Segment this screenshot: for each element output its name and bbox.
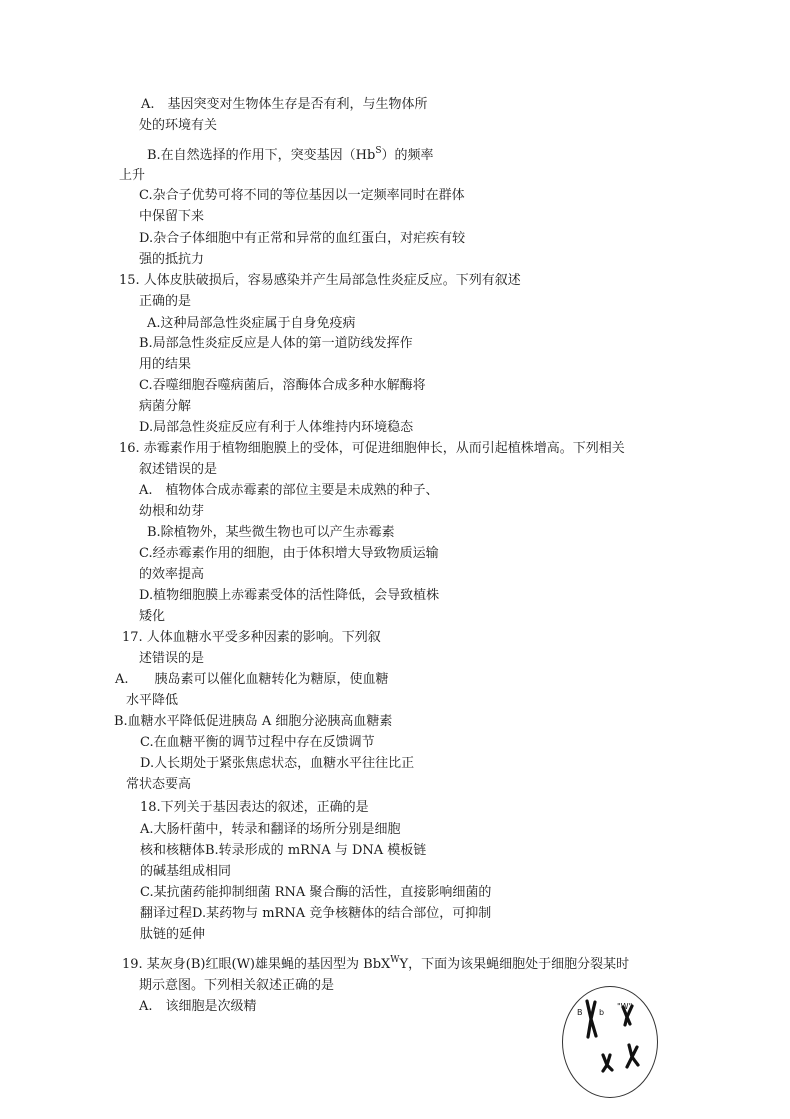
q18-stem: 18.下列关于基因表达的叙述，正确的是 [140, 800, 369, 815]
q15-option-d: D.局部急性炎症反应有利于人体维持内环境稳态 [139, 420, 414, 435]
q19-stem [122, 954, 630, 973]
q14-option-b [147, 145, 434, 164]
q16-option-d: D.植物细胞膜上赤霉素受体的活性降低，会导致植株 [139, 588, 440, 603]
q17-option-a: A. 胰岛素可以催化血糖转化为糖原，使血糖 [115, 672, 389, 687]
q19-stem-text: 19. 某灰身(B)红眼(W)雄果蝇的基因型为 BbX [122, 957, 391, 972]
q18-option-a: A.大肠杆菌中，转录和翻译的场所分别是细胞 [140, 822, 401, 837]
chromosome-drawing [563, 987, 657, 1097]
chromosome-bottom-right-arm2 [632, 1047, 638, 1065]
q16-option-c: C.经赤霉素作用的细胞，由于体积增大导致物质运输 [139, 546, 439, 561]
q17-option-c: C.在血糖平衡的调节过程中存在反馈调节 [140, 735, 375, 750]
q17-stem-cont: 述错误的是 [139, 651, 205, 666]
q18-option-b-cont: 的碱基组成相同 [140, 864, 232, 879]
q14-option-d-cont: 强的抵抗力 [139, 252, 205, 267]
allele-label-w: "W" [617, 1002, 633, 1011]
q17-option-a-cont: 水平降低 [126, 693, 179, 708]
allele-label-b-upper: B [577, 1008, 583, 1017]
q15-option-b: B.局部急性炎症反应是人体的第一道防线发挥作 [139, 336, 413, 351]
q14-option-c: C.杂合子优势可将不同的等位基因以一定频率同时在群体 [139, 188, 465, 203]
q16-option-c-cont: 的效率提高 [139, 567, 205, 582]
q18-option-c: C.某抗菌药能抑制细菌 RNA 聚合酶的活性，直接影响细菌的 [140, 885, 492, 900]
q16-option-a: A. 植物体合成赤霉素的部位主要是未成熟的种子、 [139, 483, 439, 498]
q16-option-d-cont: 矮化 [139, 609, 166, 624]
allele-label-b-lower: b [599, 1008, 605, 1017]
q14-option-b-cont: 上升 [119, 168, 146, 183]
q15-option-c-cont: 病菌分解 [139, 399, 192, 414]
q17-option-d: D.人长期处于紧张焦虑状态，血糖水平往往比正 [140, 756, 415, 771]
q14-option-b-text2: ）的频率 [381, 148, 434, 163]
q18-option-a-b: 核和核糖体B.转录形成的 mRNA 与 DNA 模板链 [140, 843, 427, 858]
q16-option-a-cont: 幼根和幼芽 [139, 504, 205, 519]
q16-stem: 16. 赤霉素作用于植物细胞膜上的受体，可促进细胞伸长，从而引起植株增高。下列相关 [119, 441, 625, 456]
q15-stem: 15. 人体皮肤破损后，容易感染并产生局部急性炎症反应。下列有叙述 [119, 273, 521, 288]
q15-option-c: C.吞噬细胞吞噬病菌后，溶酶体合成多种水解酶将 [139, 378, 426, 393]
q15-option-a: A.这种局部急性炎症属于自身免疫病 [147, 316, 356, 331]
hb-superscript: S [375, 145, 382, 156]
q14-option-a: A. 基因突变对生物体生存是否有利，与生物体所 [141, 97, 428, 112]
q18-option-d-cont: 肽链的延伸 [140, 927, 206, 942]
q16-option-b: B.除植物外，某些微生物也可以产生赤霉素 [147, 525, 395, 540]
q16-stem-cont: 叙述错误的是 [139, 462, 218, 477]
q19-option-a: A. 该细胞是次级精 [139, 999, 257, 1014]
xw-superscript: W [390, 954, 400, 965]
q14-option-a-cont: 处的环境有关 [139, 118, 218, 133]
q14-option-b-text: B.在自然选择的作用下，突变基因（Hb [147, 148, 376, 163]
q14-option-d: D.杂合子体细胞中有正常和异常的血红蛋白，对疟疾有较 [139, 231, 466, 246]
q14-option-c-cont: 中保留下来 [139, 209, 205, 224]
q17-option-d-cont: 常状态要高 [126, 777, 192, 792]
chromosome-bottom-left-arm2 [607, 1055, 612, 1070]
q18-option-c-d: 翻译过程D.某药物与 mRNA 竞争核糖体的结合部位，可抑制 [140, 906, 492, 921]
cell-division-diagram [562, 986, 658, 1098]
q15-stem-cont: 正确的是 [139, 294, 192, 309]
chromosome-left-arm2 [591, 1002, 596, 1036]
q15-option-b-cont: 用的结果 [139, 357, 192, 372]
q17-option-b: B.血糖水平降低促进胰岛 A 细胞分泌胰高血糖素 [114, 714, 393, 729]
q19-stem-cont: 期示意图。下列相关叙述正确的是 [139, 978, 335, 993]
q19-stem-text2: Y，下面为该果蝇细胞处于细胞分裂某时 [399, 957, 630, 972]
q17-stem: 17. 人体血糖水平受多种因素的影响。下列叙 [122, 630, 381, 645]
